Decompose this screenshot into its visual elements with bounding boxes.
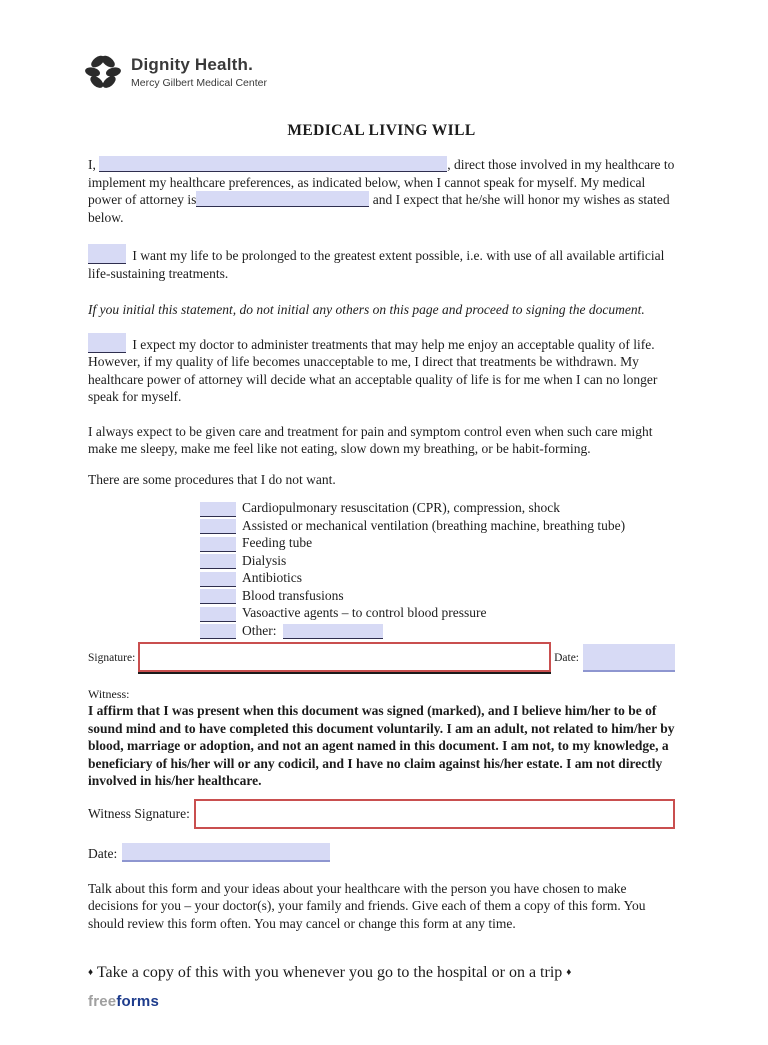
procedure-label: Cardiopulmonary resuscitation (CPR), compression, shock (242, 500, 560, 515)
vasoactive-initials-field[interactable] (200, 607, 236, 622)
list-item (200, 604, 675, 622)
intro-text-after-poa: and I expect that he/she will honor my wishes as stated below. (88, 192, 670, 225)
witness-date-label: Date: (88, 845, 118, 861)
logo-subtitle-text: Mercy Gilbert Medical Center (131, 76, 267, 89)
procedure-label: Dialysis (242, 552, 287, 568)
witness-signature-row (88, 799, 675, 829)
freeforms-logo (88, 993, 675, 1010)
freeforms-logo-free: free (88, 993, 117, 1010)
closing-paragraph: Talk about this form and your ideas about your healthcare with the person you have chosen to make decisions for you – your doctor(s), your family and friends. Give each of them a copy of this form. You should review this form often. You may cancel or change this form at any time. (88, 880, 646, 931)
prolong-initials-field[interactable] (88, 244, 126, 264)
antibiotics-initials-field[interactable] (200, 572, 236, 587)
list-item (200, 517, 675, 535)
diamond-bullet-icon: ♦ (88, 967, 94, 978)
procedure-label: Blood transfusions (242, 587, 344, 603)
intro-text-after-name: , direct those involved in my healthcare to implement my healthcare preferences, as indicated below, when I cannot speak for myself. My medical power of attorney is (88, 157, 675, 207)
signature-row (88, 642, 675, 672)
procedure-label: Vasoactive agents – to control blood pressure (242, 605, 487, 620)
pain-control-paragraph: I always expect to be given care and treatment for pain and symptom control even when such care might make me sleepy, make me feel like not eating, slow down my breathing, or be habit-forming. (88, 423, 653, 456)
list-item (200, 499, 675, 517)
witness-affirmation: I affirm that I was present when this document was signed (marked), and I believe him/her to be of sound mind and to have completed this document voluntarily. I am an adult, not related to him/her by blood, marriage or adoption, and not an agent named in this document. I am not, to my knowledge, a beneficiary of his/her will or any codicil, and I have no claim against his/her estate. I am not directly involved in his/her healthcare. (88, 703, 675, 788)
page-title: MEDICAL LIVING WILL (287, 122, 476, 139)
cpr-initials-field[interactable] (200, 502, 236, 517)
list-item (200, 587, 675, 605)
list-item (200, 622, 675, 640)
footer-note-text: Take a copy of this with you whenever you go to the hospital or on a trip (96, 964, 563, 981)
procedure-label: Other: (242, 622, 277, 638)
ventilation-initials-field[interactable] (200, 519, 236, 534)
signature-field[interactable] (138, 642, 551, 672)
procedure-label: Antibiotics (242, 570, 302, 585)
signature-label: Signature: (88, 652, 136, 664)
power-of-attorney-field[interactable] (196, 191, 369, 207)
dialysis-initials-field[interactable] (200, 554, 236, 569)
witness-date-row (88, 843, 675, 862)
quality-initials-field[interactable] (88, 333, 126, 353)
quality-statement (88, 333, 675, 406)
date-label: Date: (554, 652, 579, 664)
quality-statement-text: I expect my doctor to administer treatments that may help me enjoy an acceptable quality of life. However, if my quality of life becomes unacceptable to me, I direct that treatments be withdrawn. My healthcare power of attorney will decide what an acceptable quality of life is for me when I can no longer speak for myself. (88, 336, 658, 404)
other-initials-field[interactable] (200, 624, 236, 639)
procedure-label: Feeding tube (242, 535, 313, 550)
blood-transfusions-initials-field[interactable] (200, 589, 236, 604)
freeforms-logo-forms: forms (116, 993, 160, 1010)
witness-signature-field[interactable] (194, 799, 675, 829)
declarant-name-field[interactable] (99, 156, 447, 172)
list-item (200, 552, 675, 570)
prolong-statement-text: I want my life to be prolonged to the greatest extent possible, i.e. with use of all available artificial life-sustaining treatments. (88, 248, 665, 281)
procedures-checklist (200, 499, 675, 639)
dignity-health-flower-icon (84, 52, 122, 92)
signature-date-field[interactable] (583, 644, 675, 672)
feeding-tube-initials-field[interactable] (200, 537, 236, 552)
other-procedure-field[interactable] (283, 624, 383, 639)
list-item (200, 569, 675, 587)
logo-brand-text: Dignity Health. (131, 55, 254, 75)
procedure-label: Assisted or mechanical ventilation (breathing machine, breathing tube) (242, 517, 626, 533)
list-item (200, 534, 675, 552)
witness-heading: Witness: (88, 687, 130, 701)
intro-paragraph (88, 156, 675, 226)
prolong-statement (88, 244, 675, 282)
witness-date-field[interactable] (122, 843, 330, 862)
initial-instruction-note: If you initial this statement, do not initial any others on this page and proceed to signing the document. (88, 302, 645, 317)
diamond-bullet-icon: ♦ (566, 967, 572, 978)
witness-signature-label: Witness Signature: (88, 805, 190, 821)
footer-note (88, 962, 675, 983)
dignity-health-logo (84, 52, 675, 92)
procedures-intro: There are some procedures that I do not want. (88, 471, 336, 487)
intro-text-before-name: I, (88, 157, 96, 172)
